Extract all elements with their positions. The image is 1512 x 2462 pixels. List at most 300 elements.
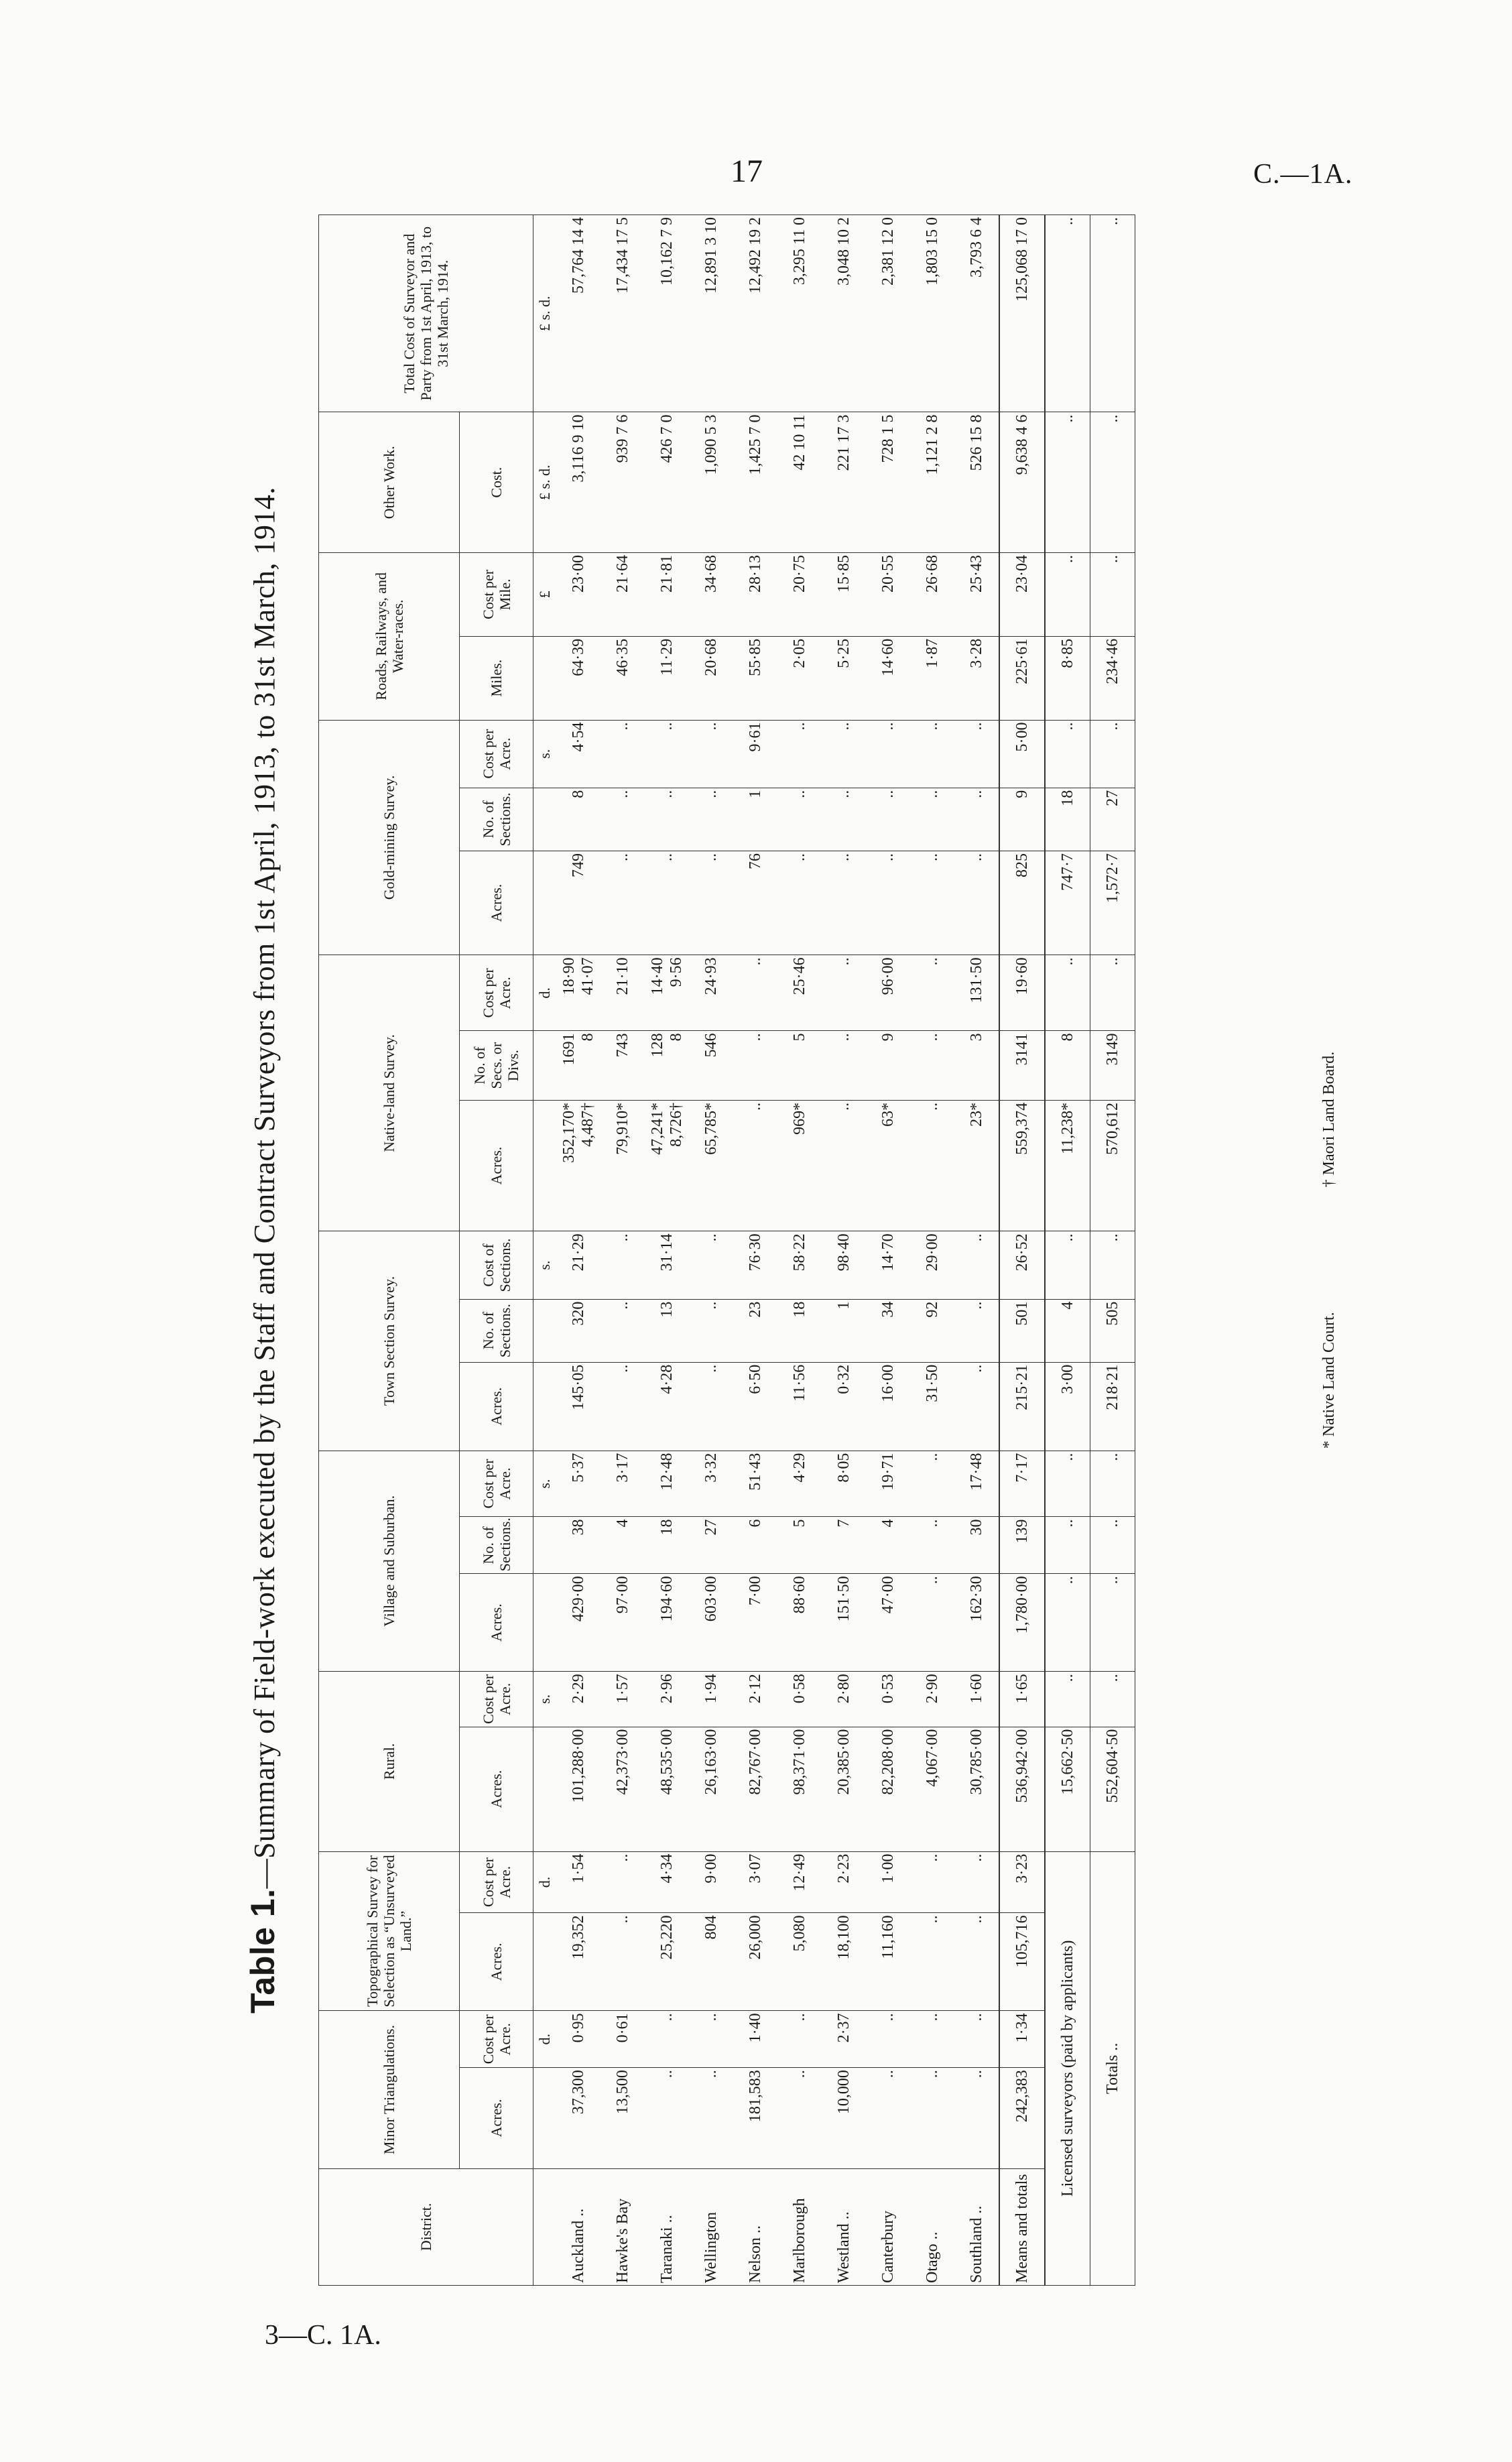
table-cell: 30: [954, 1517, 999, 1574]
table-cell: 97·00: [601, 1574, 645, 1672]
table-cell: 2·90: [910, 1672, 954, 1727]
table-cell: 42 10 11: [777, 412, 822, 553]
district-name: Southland ..: [954, 2168, 999, 2285]
header-gold-mining: Gold-mining Survey.: [319, 720, 460, 955]
subheader-cost-per-mile: Cost per Mile.: [460, 552, 533, 636]
table-cell: 181,583: [733, 2068, 777, 2169]
table-cell: 1·34: [999, 2011, 1045, 2068]
unit-cell: £ s. d.: [533, 215, 557, 412]
table-cell: 131·50: [954, 955, 999, 1031]
table-cell: 20·55: [866, 552, 910, 636]
table-cell: 1691 8: [556, 1031, 601, 1101]
table-cell: 76: [733, 851, 777, 955]
table-cell: ..: [910, 720, 954, 788]
table-cell: 18·90 41·07: [556, 955, 601, 1031]
district-name: Hawke's Bay: [601, 2168, 645, 2285]
unit-cell: [533, 1362, 557, 1451]
table-cell: 15,662·50: [1045, 1727, 1090, 1851]
table-cell: 38: [556, 1517, 601, 1574]
table-cell: ..: [910, 2068, 954, 2169]
table-cell: 25,220: [645, 1913, 689, 2011]
table-row: [822, 215, 866, 2286]
table-cell: ..: [1090, 1574, 1135, 1672]
footnote-maori-land-board: † Maori Land Board.: [1320, 1051, 1338, 1188]
table-cell: 27: [1090, 788, 1135, 851]
table-cell: 12,492 19 2: [733, 215, 777, 412]
table-cell: 24·93: [689, 955, 733, 1031]
district-name: Otago ..: [910, 2168, 954, 2285]
table-cell: ..: [822, 851, 866, 955]
table-cell: ..: [601, 1851, 645, 1913]
table-cell: 21·29: [556, 1231, 601, 1299]
table-cell: 2·05: [777, 636, 822, 720]
table-cell: 23: [733, 1299, 777, 1362]
table-cell: ..: [601, 788, 645, 851]
table-cell: ..: [777, 851, 822, 955]
table-cell: 4·54: [556, 720, 601, 788]
document-reference: C.—1A.: [1253, 159, 1353, 190]
table-cell: 5·37: [556, 1451, 601, 1517]
subheader-no-of-sections: No. of Sections.: [460, 788, 533, 851]
table-cell: 8·85: [1045, 636, 1090, 720]
table-cell: 3·07: [733, 1851, 777, 1913]
table-cell: 7: [822, 1517, 866, 1574]
table-cell: 1·87: [910, 636, 954, 720]
table-row: [777, 215, 822, 2286]
table-cell: 242,383: [999, 2068, 1045, 2169]
table-row: [556, 215, 601, 2286]
table-cell: 536,942·00: [999, 1727, 1045, 1851]
table-cell: 25·46: [777, 955, 822, 1031]
unit-cell: [533, 1100, 557, 1231]
district-name: Canterbury: [866, 2168, 910, 2285]
table-cell: 4·29: [777, 1451, 822, 1517]
header-district: District.: [319, 2168, 533, 2285]
table-cell: 747·7: [1045, 851, 1090, 955]
table-cell: 18,100: [822, 1913, 866, 2011]
table-cell: 5·25: [822, 636, 866, 720]
table-cell: 804: [689, 1913, 733, 2011]
table-cell: ..: [954, 2068, 999, 2169]
table-cell: 0·32: [822, 1362, 866, 1451]
unit-cell: d.: [533, 2011, 557, 2068]
unit-cell: [533, 1727, 557, 1851]
table-cell: ..: [1090, 1672, 1135, 1727]
table-cell: 31·50: [910, 1362, 954, 1451]
table-cell: 47·00: [866, 1574, 910, 1672]
header-other-work: Other Work.: [319, 412, 460, 553]
table-cell: 352,170* 4,487†: [556, 1100, 601, 1231]
table-cell: 18: [777, 1299, 822, 1362]
table-cell: 19·60: [999, 955, 1045, 1031]
unit-cell: [533, 2068, 557, 2169]
table-cell: 225·61: [999, 636, 1045, 720]
table-cell: 4: [1045, 1299, 1090, 1362]
table-cell: ..: [1090, 552, 1135, 636]
table-cell: 105,716: [999, 1913, 1045, 2011]
table-cell: 55·85: [733, 636, 777, 720]
table-cell: ..: [601, 1913, 645, 2011]
unit-cell: [533, 1517, 557, 1574]
rotated-table-page: [231, 214, 1371, 2286]
table-cell: ..: [1090, 720, 1135, 788]
table-cell: 8·05: [822, 1451, 866, 1517]
table-cell: 2·96: [645, 1672, 689, 1727]
table-cell: 92: [910, 1299, 954, 1362]
subheader-cost: Cost.: [460, 412, 533, 553]
table-cell: 18: [1045, 788, 1090, 851]
table-cell: 501: [999, 1299, 1045, 1362]
table-cell: 1: [822, 1299, 866, 1362]
page-number: 17: [731, 153, 763, 189]
table-cell: 27: [689, 1517, 733, 1574]
unit-cell: d.: [533, 955, 557, 1031]
footnote-native-land-court: * Native Land Court.: [1320, 1312, 1338, 1449]
table-cell: 1,090 5 3: [689, 412, 733, 553]
table-cell: 3·32: [689, 1451, 733, 1517]
field-work-summary-table: [318, 214, 1135, 2286]
table-cell: 749: [556, 851, 601, 955]
table-cell: 2·12: [733, 1672, 777, 1727]
table-cell: 47,241* 8,726†: [645, 1100, 689, 1231]
means-totals-row: [999, 215, 1045, 2286]
table-cell: 26,000: [733, 1913, 777, 2011]
table-cell: ..: [689, 1231, 733, 1299]
units-row: [533, 215, 557, 2286]
table-cell: 9·00: [689, 1851, 733, 1913]
table-cell: ..: [910, 1451, 954, 1517]
table-cell: 11·29: [645, 636, 689, 720]
table-cell: ..: [777, 2011, 822, 2068]
subheader-no-of-secs-divs: No. of Secs. or Divs.: [460, 1031, 533, 1101]
table-cell: ..: [910, 1031, 954, 1101]
table-cell: 9·61: [733, 720, 777, 788]
table-cell: 1·60: [954, 1672, 999, 1727]
table-row: [689, 215, 733, 2286]
table-cell: 603·00: [689, 1574, 733, 1672]
table-cell: 552,604·50: [1090, 1727, 1135, 1851]
table-cell: ..: [689, 1299, 733, 1362]
table-cell: 63*: [866, 1100, 910, 1231]
table-cell: ..: [866, 851, 910, 955]
table-cell: ..: [1090, 215, 1135, 412]
table-cell: 5: [777, 1031, 822, 1101]
table-cell: 21·64: [601, 552, 645, 636]
subheader-cost-per-acre: Cost per Acre.: [460, 955, 533, 1031]
table-cell: ..: [777, 788, 822, 851]
table-cell: ..: [1045, 1574, 1090, 1672]
licensed-label: Licensed surveyors (paid by applicants): [1045, 1851, 1090, 2285]
table-cell: 194·60: [645, 1574, 689, 1672]
subheader-cost-per-acre: Cost per Acre.: [460, 1672, 533, 1727]
table-cell: 139: [999, 1517, 1045, 1574]
table-cell: 9: [866, 1031, 910, 1101]
table-cell: 14·70: [866, 1231, 910, 1299]
table-cell: 76·30: [733, 1231, 777, 1299]
table-cell: ..: [689, 2068, 733, 2169]
table-cell: 42,373·00: [601, 1727, 645, 1851]
table-cell: 8: [556, 788, 601, 851]
table-cell: ..: [822, 1100, 866, 1231]
table-cell: ..: [1045, 1517, 1090, 1574]
table-cell: 17·48: [954, 1451, 999, 1517]
subheader-acres: Acres.: [460, 1362, 533, 1451]
table-label: Table 1.: [244, 1888, 281, 2014]
table-cell: 20·68: [689, 636, 733, 720]
header-minor-triangulations: Minor Triangulations.: [319, 2011, 460, 2168]
header-topographical-survey: Topographical Survey for Selection as “Unsurveyed Land.”: [319, 1851, 460, 2011]
table-cell: ..: [822, 955, 866, 1031]
unit-cell: s.: [533, 1231, 557, 1299]
table-cell: 58·22: [777, 1231, 822, 1299]
table-cell: ..: [954, 1362, 999, 1451]
table-cell: 1·00: [866, 1851, 910, 1913]
table-cell: 79,910*: [601, 1100, 645, 1231]
table-cell: 145·05: [556, 1362, 601, 1451]
table-cell: 1·54: [556, 1851, 601, 1913]
table-cell: ..: [1090, 412, 1135, 553]
table-cell: 88·60: [777, 1574, 822, 1672]
table-cell: 21·81: [645, 552, 689, 636]
table-body: [533, 215, 1135, 2286]
table-cell: 221 17 3: [822, 412, 866, 553]
district-name: Taranaki ..: [645, 2168, 689, 2285]
unit-cell: s.: [533, 1672, 557, 1727]
table-cell: ..: [954, 851, 999, 955]
table-cell: 3149: [1090, 1031, 1135, 1101]
table-cell: 4,067·00: [910, 1727, 954, 1851]
subheader-cost-per-acre: Cost per Acre.: [460, 2011, 533, 2068]
table-cell: 0·61: [601, 2011, 645, 2068]
table-cell: 8: [1045, 1031, 1090, 1101]
table-cell: 65,785*: [689, 1100, 733, 1231]
table-cell: 57,764 14 4: [556, 215, 601, 412]
totals-row: [1090, 215, 1135, 2286]
table-cell: 6·50: [733, 1362, 777, 1451]
table-cell: 20·75: [777, 552, 822, 636]
table-cell: ..: [1090, 1231, 1135, 1299]
table-cell: 14·60: [866, 636, 910, 720]
table-cell: ..: [866, 2068, 910, 2169]
table-caption: [231, 214, 295, 2286]
table-cell: 4: [866, 1517, 910, 1574]
table-cell: 2,381 12 0: [866, 215, 910, 412]
district-name: Auckland ..: [556, 2168, 601, 2285]
table-row: [645, 215, 689, 2286]
unit-cell: [533, 851, 557, 955]
table-cell: 1: [733, 788, 777, 851]
table-cell: ..: [601, 1231, 645, 1299]
table-row: [910, 215, 954, 2286]
table-cell: ..: [645, 720, 689, 788]
subheader-no-of-sections: No. of Sections.: [460, 1517, 533, 1574]
footer-reference: 3—C. 1A.: [265, 2320, 381, 2351]
table-cell: 82,767·00: [733, 1727, 777, 1851]
means-label: Means and totals: [999, 2168, 1045, 2285]
table-cell: ..: [866, 788, 910, 851]
subheader-acres: Acres.: [460, 1100, 533, 1231]
table-row: [733, 215, 777, 2286]
table-cell: 2·80: [822, 1672, 866, 1727]
table-cell: ..: [954, 1299, 999, 1362]
table-cell: 19,352: [556, 1913, 601, 2011]
table-cell: 505: [1090, 1299, 1135, 1362]
table-cell: ..: [689, 720, 733, 788]
table-cell: ..: [645, 788, 689, 851]
table-cell: 9,638 4 6: [999, 412, 1045, 553]
table-cell: ..: [733, 1100, 777, 1231]
table-cell: 320: [556, 1299, 601, 1362]
table-cell: 98,371·00: [777, 1727, 822, 1851]
table-cell: ..: [1090, 955, 1135, 1031]
table-cell: 559,374: [999, 1100, 1045, 1231]
table-cell: 7·00: [733, 1574, 777, 1672]
table-cell: 128 8: [645, 1031, 689, 1101]
table-cell: ..: [954, 788, 999, 851]
table-cell: ..: [777, 720, 822, 788]
footnotes: [1320, 214, 1338, 2286]
table-cell: 3·17: [601, 1451, 645, 1517]
unit-cell: [533, 1913, 557, 2011]
table-cell: 1,780·00: [999, 1574, 1045, 1672]
table-cell: 2·29: [556, 1672, 601, 1727]
subheader-acres: Acres.: [460, 1727, 533, 1851]
table-cell: ..: [910, 1574, 954, 1672]
table-cell: ..: [866, 720, 910, 788]
unit-cell: [533, 788, 557, 851]
table-cell: 1,121 2 8: [910, 412, 954, 553]
table-cell: 162·30: [954, 1574, 999, 1672]
table-cell: ..: [822, 1031, 866, 1101]
table-cell: ..: [689, 1362, 733, 1451]
header-rural: Rural.: [319, 1672, 460, 1851]
table-cell: 12·48: [645, 1451, 689, 1517]
table-cell: 3,048 10 2: [822, 215, 866, 412]
table-cell: 2·37: [822, 2011, 866, 2068]
table-cell: 11·56: [777, 1362, 822, 1451]
table-cell: 1·65: [999, 1672, 1045, 1727]
unit-cell: [533, 1031, 557, 1101]
table-row: [601, 215, 645, 2286]
table-cell: 34·68: [689, 552, 733, 636]
table-cell: 570,612: [1090, 1100, 1135, 1231]
table-cell: ..: [601, 1299, 645, 1362]
table-cell: ..: [601, 1362, 645, 1451]
table-cell: 7·17: [999, 1451, 1045, 1517]
table-cell: ..: [645, 2068, 689, 2169]
table-cell: ..: [910, 788, 954, 851]
table-cell: 429·00: [556, 1574, 601, 1672]
table-cell: 28·13: [733, 552, 777, 636]
table-cell: 11,238*: [1045, 1100, 1090, 1231]
table-cell: 0·58: [777, 1672, 822, 1727]
table-cell: 0·53: [866, 1672, 910, 1727]
table-cell: 0·95: [556, 2011, 601, 2068]
table-cell: ..: [822, 720, 866, 788]
table-cell: 1·94: [689, 1672, 733, 1727]
table-cell: 3·28: [954, 636, 999, 720]
table-cell: ..: [910, 1517, 954, 1574]
table-cell: 13,500: [601, 2068, 645, 2169]
table-cell: 1·57: [601, 1672, 645, 1727]
table-cell: ..: [1045, 1672, 1090, 1727]
table-cell: ..: [601, 851, 645, 955]
unit-cell: £: [533, 552, 557, 636]
table-cell: ..: [1045, 720, 1090, 788]
table-cell: ..: [1045, 412, 1090, 553]
table-cell: 6: [733, 1517, 777, 1574]
table-cell: 825: [999, 851, 1045, 955]
table-cell: 969*: [777, 1100, 822, 1231]
unit-cell: £ s. d.: [533, 412, 557, 553]
table-cell: 17,434 17 5: [601, 215, 645, 412]
table-cell: 51·43: [733, 1451, 777, 1517]
table-cell: ..: [910, 851, 954, 955]
table-cell: 426 7 0: [645, 412, 689, 553]
table-cell: 546: [689, 1031, 733, 1101]
table-cell: 3,295 11 0: [777, 215, 822, 412]
table-cell: 728 1 5: [866, 412, 910, 553]
table-cell: 13: [645, 1299, 689, 1362]
table-cell: 11,160: [866, 1913, 910, 2011]
table-cell: ..: [910, 2011, 954, 2068]
table-cell: ..: [954, 1231, 999, 1299]
table-cell: ..: [733, 955, 777, 1031]
header-village-suburban: Village and Suburban.: [319, 1451, 460, 1672]
table-cell: ..: [1090, 1451, 1135, 1517]
table-cell: 5: [777, 1517, 822, 1574]
table-cell: 98·40: [822, 1231, 866, 1299]
table-cell: 101,288·00: [556, 1727, 601, 1851]
table-cell: ..: [954, 1913, 999, 2011]
table-cell: 31·14: [645, 1231, 689, 1299]
table-cell: 151·50: [822, 1574, 866, 1672]
table-cell: ..: [689, 788, 733, 851]
table-cell: ..: [645, 2011, 689, 2068]
table-cell: ..: [689, 2011, 733, 2068]
table-cell: 64·39: [556, 636, 601, 720]
subheader-acres: Acres.: [460, 1913, 533, 2011]
table-cell: 3,116 9 10: [556, 412, 601, 553]
unit-cell: d.: [533, 1851, 557, 1913]
table-cell: 5·00: [999, 720, 1045, 788]
district-name: Westland ..: [822, 2168, 866, 2285]
district-name: Wellington: [689, 2168, 733, 2285]
table-cell: 46·35: [601, 636, 645, 720]
table-cell: 1,425 7 0: [733, 412, 777, 553]
unit-cell: [533, 1299, 557, 1362]
table-cell: 37,300: [556, 2068, 601, 2169]
table-cell: ..: [777, 2068, 822, 2169]
table-row: [954, 215, 999, 2286]
unit-cell: [533, 636, 557, 720]
table-cell: 4·34: [645, 1851, 689, 1913]
header-roads-railways: Roads, Railways, and Water-races.: [319, 552, 460, 720]
table-cell: 19·71: [866, 1451, 910, 1517]
table-cell: 3141: [999, 1031, 1045, 1101]
table-cell: 5,080: [777, 1913, 822, 2011]
table-cell: 48,535·00: [645, 1727, 689, 1851]
table-cell: ..: [910, 1913, 954, 2011]
subheader-cost-per-acre: Cost per Acre.: [460, 720, 533, 788]
unit-cell: [533, 2168, 557, 2285]
table-cell: 23·00: [556, 552, 601, 636]
table-cell: 1·40: [733, 2011, 777, 2068]
table-cell: 14·40 9·56: [645, 955, 689, 1031]
table-cell: ..: [822, 788, 866, 851]
table-cell: 18: [645, 1517, 689, 1574]
table-cell: 12·49: [777, 1851, 822, 1913]
